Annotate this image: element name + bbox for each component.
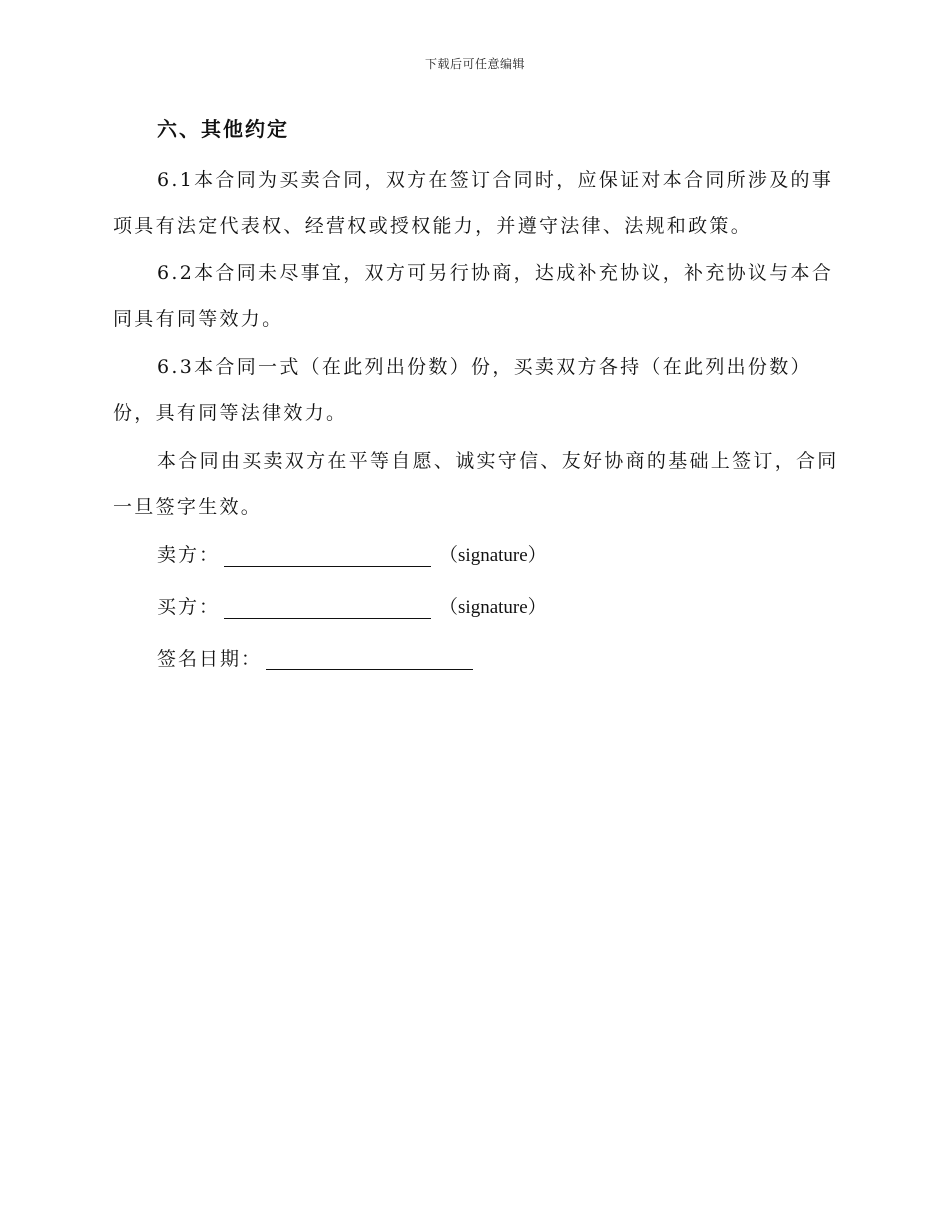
clause-6-3: 6.3本合同一式（在此列出份数）份，买卖双方各持（在此列出份数）份，具有同等法律效力。	[113, 356, 812, 424]
seller-signature-note: （signature）	[439, 545, 547, 566]
signing-date-row	[157, 644, 481, 674]
signing-date-label: 签名日期：	[157, 648, 263, 670]
signing-date-blank	[266, 649, 473, 670]
seller-signature-row	[157, 540, 547, 570]
closing-paragraph: 本合同由买卖双方在平等自愿、诚实守信、友好协商的基础上签订，合同一旦签字生效。	[113, 450, 839, 518]
clause-6-2: 6.2本合同未尽事宜，双方可另行协商，达成补充协议，补充协议与本合同具有同等效力。	[113, 262, 834, 330]
section-heading: 六、其他约定	[157, 117, 289, 141]
buyer-signature-blank	[224, 598, 431, 619]
clause-6-1: 6.1本合同为买卖合同，双方在签订合同时，应保证对本合同所涉及的事项具有法定代表权、经营权或授权能力，并遵守法律、法规和政策。	[113, 169, 834, 237]
buyer-signature-row	[157, 592, 547, 622]
header-note: 下载后可任意编辑	[424, 57, 525, 71]
seller-label: 卖方：	[157, 544, 221, 566]
buyer-label: 买方：	[157, 596, 221, 618]
seller-signature-blank	[224, 546, 431, 567]
buyer-signature-note: （signature）	[439, 597, 547, 618]
